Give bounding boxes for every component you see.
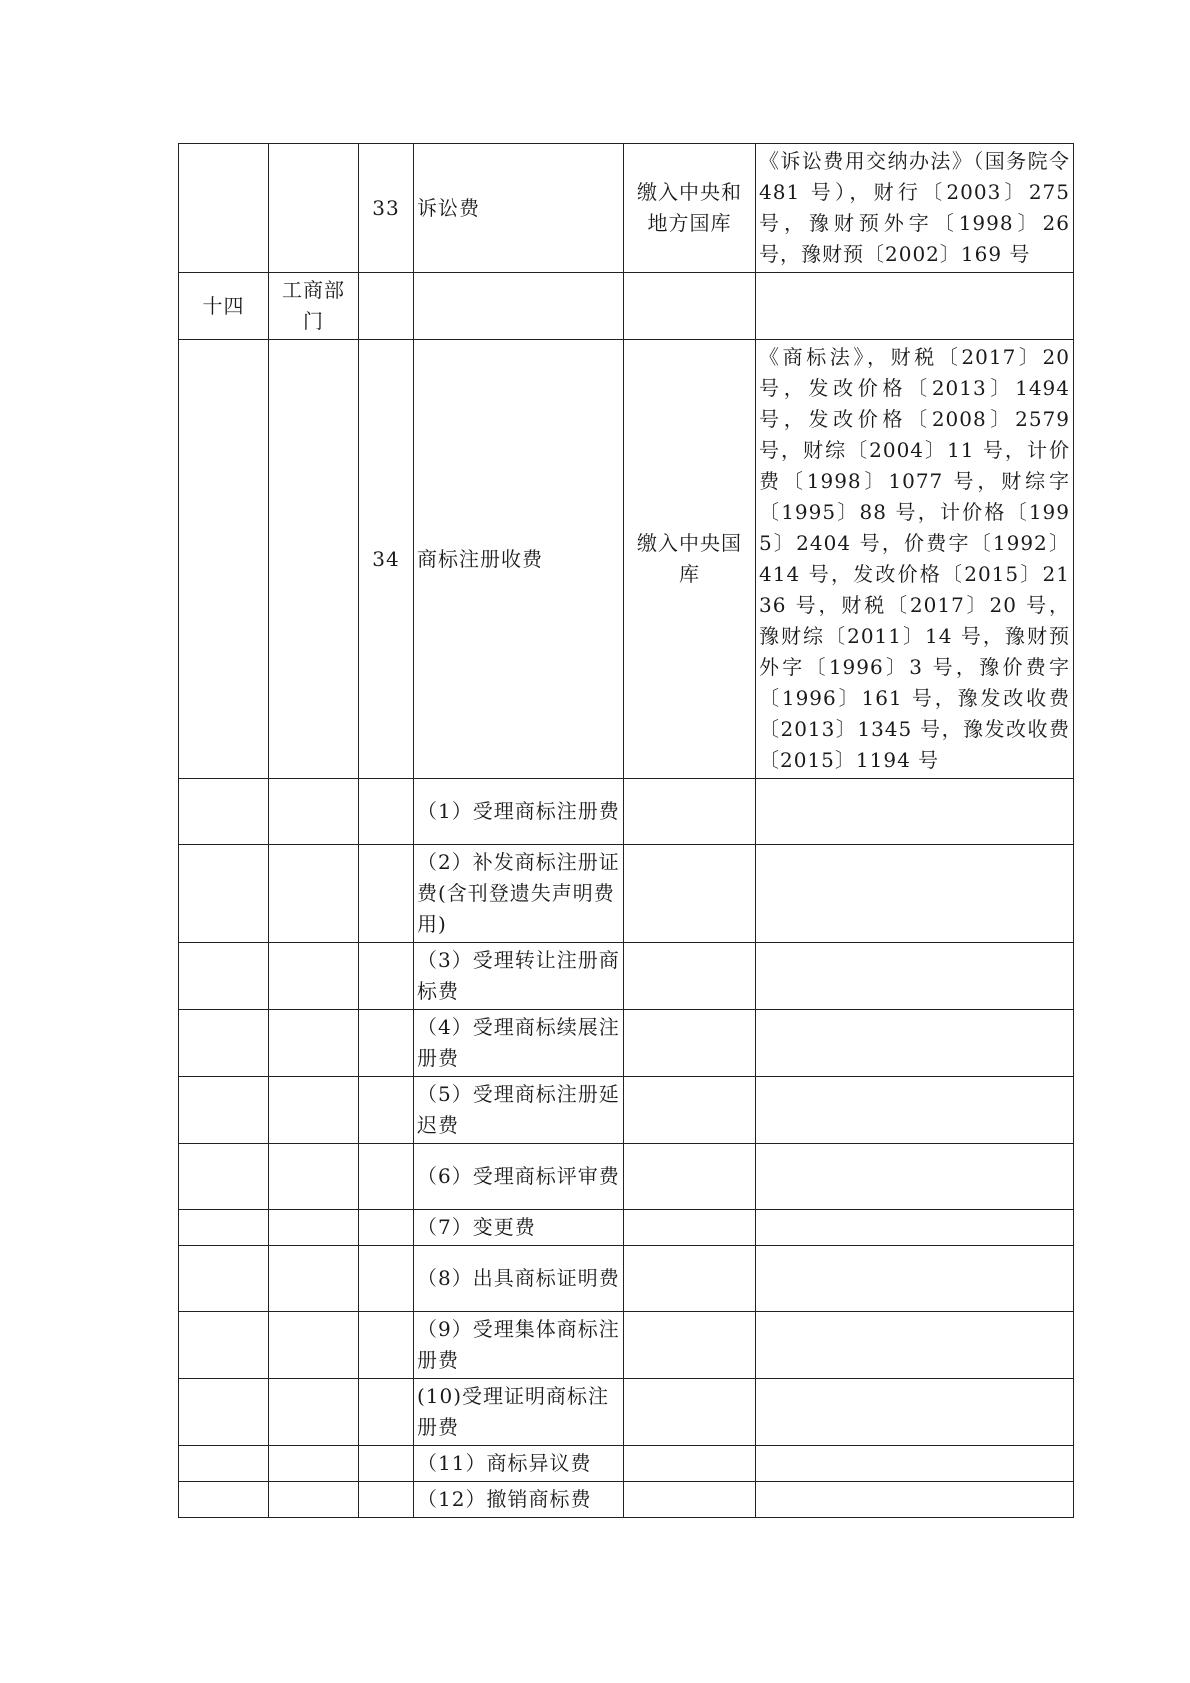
department-cell: [269, 1446, 359, 1482]
department-cell: [269, 1312, 359, 1379]
basis-cell: [756, 845, 1074, 943]
sub-item-name-cell: （8）出具商标证明费: [414, 1246, 624, 1312]
table-row: [179, 1144, 1074, 1210]
table-row: [179, 1482, 1074, 1518]
table-row: [179, 1246, 1074, 1312]
department-cell: [269, 1482, 359, 1518]
section-no-cell: [179, 1312, 269, 1379]
item-no-cell: [359, 1210, 414, 1246]
item-name-cell: 诉讼费: [414, 144, 624, 273]
item-no-cell: [359, 1010, 414, 1077]
department-cell: [269, 1210, 359, 1246]
section-no-cell: [179, 340, 269, 779]
item-no-cell: [359, 779, 414, 845]
destination-cell: [624, 1246, 756, 1312]
item-no-cell: [359, 1446, 414, 1482]
section-no-cell: [179, 1482, 269, 1518]
basis-cell: [756, 273, 1074, 340]
section-no-cell: 十四: [179, 273, 269, 340]
basis-cell: [756, 1144, 1074, 1210]
sub-item-name-cell: (10)受理证明商标注册费: [414, 1379, 624, 1446]
table-row: [179, 1446, 1074, 1482]
sub-item-name-cell: （1）受理商标注册费: [414, 779, 624, 845]
destination-cell: [624, 1379, 756, 1446]
department-cell: [269, 845, 359, 943]
section-no-cell: [179, 1446, 269, 1482]
basis-cell: [756, 1482, 1074, 1518]
section-no-cell: [179, 779, 269, 845]
destination-cell: [624, 1446, 756, 1482]
item-no-cell: 34: [359, 340, 414, 779]
item-no-cell: [359, 1482, 414, 1518]
department-cell: [269, 779, 359, 845]
section-no-cell: [179, 1010, 269, 1077]
item-no-cell: [359, 1144, 414, 1210]
table-row: [179, 845, 1074, 943]
item-name-cell: 商标注册收费: [414, 340, 624, 779]
table-row: [179, 1210, 1074, 1246]
sub-item-name-cell: （5）受理商标注册延迟费: [414, 1077, 624, 1144]
department-cell: [269, 943, 359, 1010]
destination-cell: 缴入中央国库: [624, 340, 756, 779]
destination-cell: [624, 845, 756, 943]
basis-cell: [756, 1210, 1074, 1246]
basis-cell: [756, 1077, 1074, 1144]
sub-item-name-cell: （6）受理商标评审费: [414, 1144, 624, 1210]
department-cell: 工商部门: [269, 273, 359, 340]
department-cell: [269, 1379, 359, 1446]
destination-cell: [624, 1144, 756, 1210]
sub-item-name-cell: （3）受理转让注册商标费: [414, 943, 624, 1010]
destination-cell: [624, 779, 756, 845]
sub-item-name-cell: （4）受理商标续展注册费: [414, 1010, 624, 1077]
department-cell: [269, 1010, 359, 1077]
basis-cell: 《诉讼费用交纳办法》（国务院令 481 号），财行〔2003〕275 号，豫财预外字〔1998〕26 号，豫财预〔2002〕169 号: [756, 144, 1074, 273]
sub-item-name-cell: （7）变更费: [414, 1210, 624, 1246]
department-cell: [269, 144, 359, 273]
section-no-cell: [179, 1379, 269, 1446]
section-no-cell: [179, 1246, 269, 1312]
table-row: [179, 1312, 1074, 1379]
item-no-cell: [359, 1077, 414, 1144]
basis-cell: 《商标法》，财税〔2017〕20 号，发改价格〔2013〕1494 号，发改价格〔2008〕2579 号，财综〔2004〕11 号，计价费〔1998〕1077 号，财综字〔1995〕88 号，计价格〔1995〕2404 号，价费字〔1992〕414 号，发改价格〔2015〕2136 号，财税〔2017〕20 号，豫财综〔2011〕14 号，豫财预外字〔1996〕3 号，豫价费字〔1996〕161 号，豫发改收费〔2013〕1345 号，豫发改收费〔2015〕1194 号: [756, 340, 1074, 779]
sub-item-name-cell: （11）商标异议费: [414, 1446, 624, 1482]
destination-cell: [624, 1010, 756, 1077]
table-row: [179, 273, 1074, 340]
destination-cell: [624, 943, 756, 1010]
item-no-cell: [359, 273, 414, 340]
basis-cell: [756, 1379, 1074, 1446]
section-no-cell: [179, 845, 269, 943]
basis-cell: [756, 1312, 1074, 1379]
destination-cell: [624, 1210, 756, 1246]
sub-item-name-cell: （9）受理集体商标注册费: [414, 1312, 624, 1379]
section-no-cell: [179, 1144, 269, 1210]
basis-cell: [756, 943, 1074, 1010]
destination-cell: [624, 1077, 756, 1144]
basis-cell: [756, 1010, 1074, 1077]
fee-table: [178, 143, 1074, 1518]
table-row: [179, 340, 1074, 779]
destination-cell: [624, 1482, 756, 1518]
sub-item-name-cell: （12）撤销商标费: [414, 1482, 624, 1518]
department-cell: [269, 1246, 359, 1312]
table-row: [179, 943, 1074, 1010]
table-row: [179, 1010, 1074, 1077]
destination-cell: 缴入中央和地方国库: [624, 144, 756, 273]
department-cell: [269, 1077, 359, 1144]
basis-cell: [756, 1446, 1074, 1482]
destination-cell: [624, 1312, 756, 1379]
basis-cell: [756, 779, 1074, 845]
item-no-cell: [359, 1246, 414, 1312]
section-no-cell: [179, 943, 269, 1010]
basis-cell: [756, 1246, 1074, 1312]
section-no-cell: [179, 144, 269, 273]
item-no-cell: [359, 943, 414, 1010]
item-no-cell: 33: [359, 144, 414, 273]
item-name-cell: [414, 273, 624, 340]
destination-cell: [624, 273, 756, 340]
item-no-cell: [359, 1379, 414, 1446]
table-row: [179, 1077, 1074, 1144]
section-no-cell: [179, 1077, 269, 1144]
table-row: [179, 1379, 1074, 1446]
department-cell: [269, 1144, 359, 1210]
sub-item-name-cell: （2）补发商标注册证费(含刊登遗失声明费用): [414, 845, 624, 943]
table-row: [179, 779, 1074, 845]
item-no-cell: [359, 845, 414, 943]
item-no-cell: [359, 1312, 414, 1379]
table-row: [179, 144, 1074, 273]
department-cell: [269, 340, 359, 779]
section-no-cell: [179, 1210, 269, 1246]
